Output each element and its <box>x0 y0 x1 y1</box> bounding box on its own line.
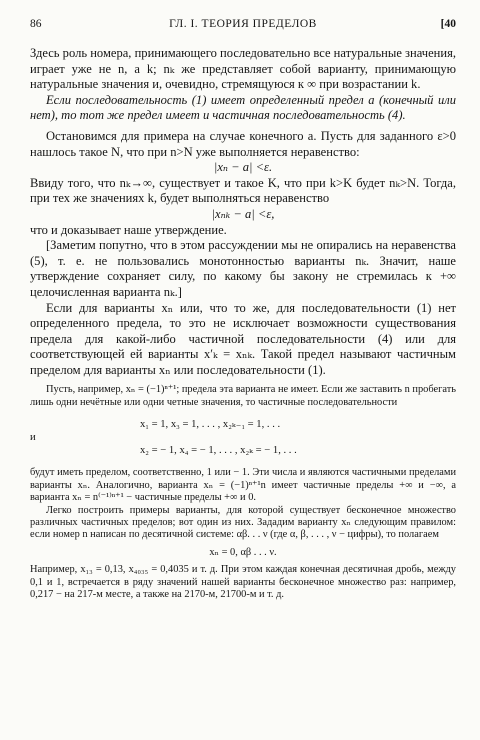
sequence-display <box>30 415 456 461</box>
paragraph: Здесь роль номера, принимающего последовательно все натуральные значения, играет уже не n, а k; nₖ же представляет собой варианту, принимающую натуральные значения и, очевидно, стремящуюся к ∞ при возрастании k. <box>30 46 456 92</box>
formula: |xₙₖ − a| <ε, <box>211 206 275 221</box>
example-block <box>30 384 456 601</box>
running-header <box>30 18 456 34</box>
paragraph: Если для варианты xₙ или, что то же, для последовательности (1) нет определенного предела, то это не исключает возможности существования предела для какой-либо частичной последовательности (4) или для соответствующей ей варианты x′ₖ = xₙₖ. Такой предел называют частичным пределом для варианты xₙ или последовательности (1). <box>30 300 456 377</box>
section-number: [40 <box>440 18 456 30</box>
conjunction-label: и <box>30 432 36 444</box>
page-body <box>30 46 456 601</box>
remark-paragraph: [Заметим попутно, что в этом рассуждении мы не опирались на неравенства (5), т. е. не пользовались монотонностью варианты nₖ. Значит, наше утверждение сохраняет силу, по какому бы закону не стремилась к +∞ целочисленная варианта nₖ.] <box>30 238 456 299</box>
formula: xₙ = 0, αβ . . . ν. <box>209 546 277 558</box>
example-paragraph: будут иметь пределом, соответственно, 1 или − 1. Эти числа и являются частичными пределами варианты xₙ. Аналогично, варианта xₙ = (−1)ⁿ⁺¹n имеет частичные пределы +∞ и −∞, а варианта xₙ = n⁽⁻¹⁾ⁿ⁺¹ − частичные пределы +∞ и 0. <box>30 467 456 504</box>
example-paragraph: Легко построить примеры варианты, для которой существует бесконечное множество различных частичных пределов; вот один из них. Зададим варианту xₙ следующим правилом: если номер n написан по десятичной системе: αβ. . . ν (где α, β, . . . , ν − цифры), то полагаем <box>30 504 456 541</box>
paragraph: что и доказывает наше утверждение. <box>30 222 227 237</box>
theorem-statement: Если последовательность (1) имеет определенный предел a (конечный или нет), то тот же предел имеет и частичная последовательность (4). <box>30 92 456 123</box>
paragraph: Остановимся для примера на случае конечного a. Пусть для заданного ε>0 нашлось такое N, что при n>N уже выполняется неравенство: <box>30 128 456 159</box>
example-paragraph: Пусть, например, xₙ = (−1)ⁿ⁺¹; предела эта варианта не имеет. Если же заставить n пробегать лишь одни нечётные или одни четные значения, то частичные последовательности <box>30 384 456 408</box>
even-subsequence: x₂ = − 1, x₄ = − 1, . . . , x₂ₖ = − 1, . . . <box>140 445 297 457</box>
paragraph: Ввиду того, что nₖ→∞, существует и такое K, что при k>K будет nₖ>N. Тогда, при тех же значениях k, будет выполняться неравенство <box>30 175 456 206</box>
odd-subsequence: x₁ = 1, x₃ = 1, . . . , x₂ₖ₋₁ = 1, . . . <box>140 419 281 431</box>
page-number: 86 <box>30 18 42 30</box>
formula: |xₙ − a| <ε. <box>213 160 273 175</box>
running-title: ГЛ. I. ТЕОРИЯ ПРЕДЕЛОВ <box>169 18 317 30</box>
example-paragraph: Например, x₁₃ = 0,13, x₄₀₃₅ = 0,4035 и т. д. При этом каждая конечная десятичная дробь, между 0,1 и 1, встречается в ряду значений нашей варианты бесконечное множество раз: например, 0,217 − на 217-м месте, а также на 2170-м, 21700-м и т. д. <box>30 564 456 600</box>
